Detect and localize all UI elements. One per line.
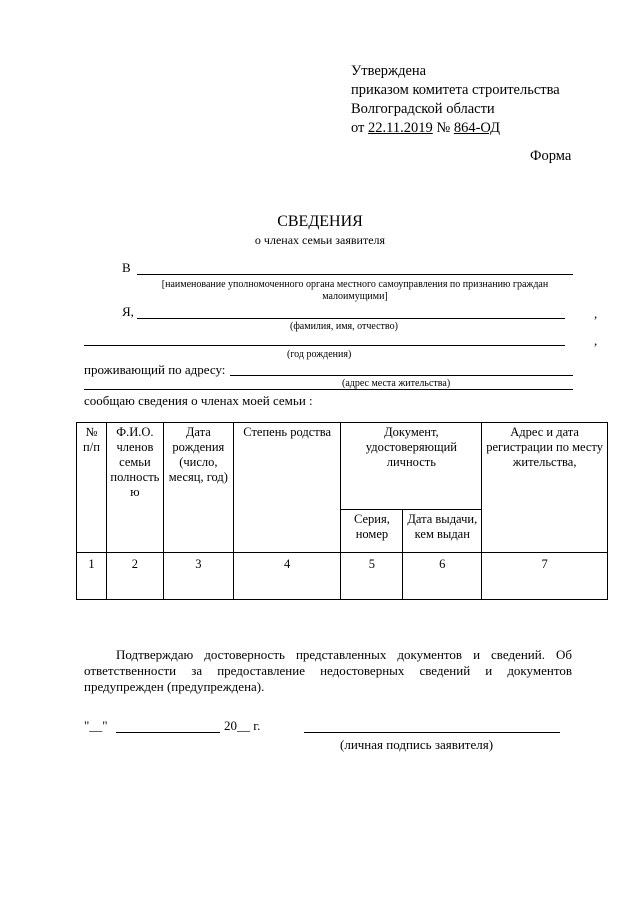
fio-hint: (фамилия, имя, отчество) <box>290 321 398 332</box>
header-address: Адрес и дата регистрации по месту жительства, <box>482 423 608 553</box>
col-number-3: 3 <box>163 553 233 600</box>
approval-line-1: Утверждена <box>351 63 427 79</box>
header-relation: Степень родства <box>233 423 341 553</box>
header-num: № п/п <box>77 423 107 553</box>
authority-hint: [наименование уполномоченного органа местного самоуправления по признанию граждан малоимущими] <box>161 279 549 302</box>
address-label: проживающий по адресу: <box>84 362 226 377</box>
col-number-6: 6 <box>403 553 482 600</box>
approval-no: № <box>432 120 454 136</box>
birth-year-field[interactable] <box>84 345 565 346</box>
date-year: 20__ г. <box>224 718 261 733</box>
birth-year-hint: (год рождения) <box>287 349 352 360</box>
page-subtitle: о членах семьи заявителя <box>254 233 386 247</box>
confirmation-paragraph: Подтверждаю достоверность представленных документов и сведений. Об ответственности за предоставление недостоверных сведений и документов предупрежден (предупреждена). <box>84 647 572 694</box>
approval-line-2: приказом комитета строительства <box>351 82 560 98</box>
signature-hint: (личная подпись заявителя) <box>340 737 494 752</box>
ya-label: Я, <box>122 304 134 319</box>
confirmation-text <box>84 647 572 695</box>
form-label: Форма <box>530 148 572 164</box>
approval-line-3: Волгоградской области <box>351 101 495 117</box>
header-issue: Дата выдачи, кем выдан <box>403 510 482 553</box>
v-label: В <box>122 260 131 275</box>
inform-text: сообщаю сведения о членах моей семьи : <box>84 393 313 408</box>
authority-field[interactable] <box>137 274 573 275</box>
address-hint: (адрес места жительства) <box>342 378 451 389</box>
approval-from: от <box>351 120 369 136</box>
approval-number: 864-ОД <box>453 120 501 136</box>
header-series: Серия, номер <box>341 510 403 553</box>
header-birth: Дата рождения (число, месяц, год) <box>163 423 233 553</box>
address-field[interactable] <box>230 375 573 376</box>
col-number-2: 2 <box>106 553 163 600</box>
approval-date: 22.11.2019 <box>368 120 433 136</box>
col-number-5: 5 <box>341 553 403 600</box>
approval-block <box>351 62 560 138</box>
header-fio: Ф.И.О. членов семьи полность ю <box>106 423 163 553</box>
page-title: СВЕДЕНИЯ <box>277 213 363 230</box>
address-field-2[interactable] <box>84 389 573 390</box>
fio-field[interactable] <box>137 318 565 319</box>
table-row <box>77 553 608 600</box>
comma-1: , <box>594 306 598 321</box>
header-document: Документ, удостоверяющий личность <box>341 423 482 510</box>
date-day: "__" <box>84 718 108 733</box>
table-header-row <box>77 423 608 510</box>
family-table <box>76 422 608 600</box>
col-number-1: 1 <box>77 553 107 600</box>
approval-line-4 <box>351 119 560 138</box>
col-number-7: 7 <box>482 553 608 600</box>
date-month-field[interactable] <box>116 732 220 733</box>
col-number-4: 4 <box>233 553 341 600</box>
signature-field[interactable] <box>304 732 560 733</box>
comma-2: , <box>594 333 598 348</box>
